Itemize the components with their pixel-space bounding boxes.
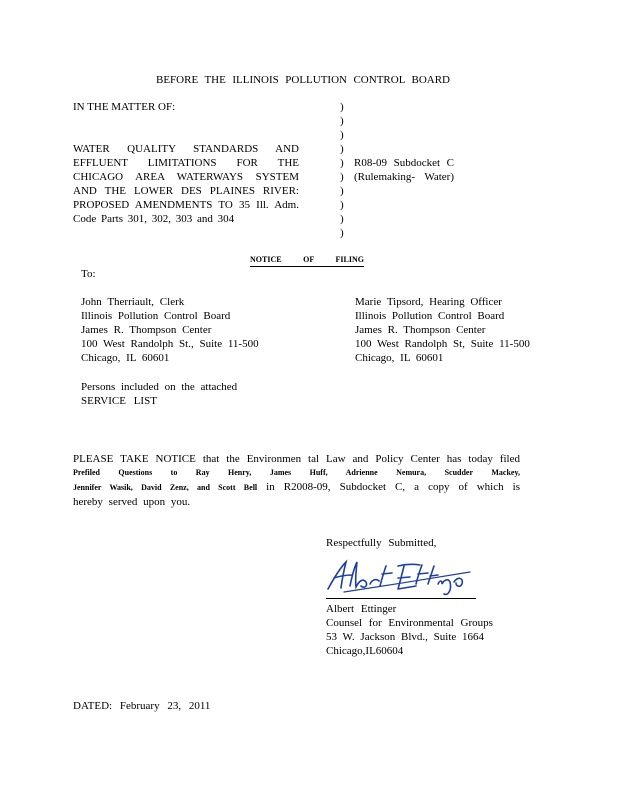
paren: ) (340, 143, 344, 155)
docket-line: R08-09 Subdocket C (354, 157, 454, 169)
address-line: Marie Tipsord, Hearing Officer (355, 296, 502, 308)
signature-line (326, 598, 476, 599)
to-label: To: (81, 268, 96, 280)
signer-line: Chicago,IL60604 (326, 645, 404, 657)
signature-stroke (398, 564, 462, 594)
paren: ) (340, 157, 344, 169)
docket-line: (Rulemaking- Water) (354, 171, 454, 183)
service-note-line: Persons included on the attached (81, 381, 238, 393)
closing: Respectfully Submitted, (326, 537, 437, 549)
court-heading: BEFORE THE ILLINOIS POLLUTION CONTROL BOARD (156, 74, 450, 86)
service-list-note (81, 380, 237, 408)
dated-line: DATED: February 23, 2011 (73, 700, 211, 712)
recipient-clerk (81, 295, 259, 365)
notice-body (73, 452, 520, 509)
address-line: 100 West Randolph St, Suite 11-500 (355, 338, 530, 350)
caption-line: EFFLUENT LIMITATIONS FOR THE (73, 157, 299, 169)
address-line: John Therriault, Clerk (81, 296, 185, 308)
address-line: 100 West Randolph St., Suite 11-500 (81, 338, 259, 350)
signature-block (326, 602, 493, 658)
body-line-bold: Prefiled Questions to Ray Henry, James Huff, Adrienne Nemura, Scudder Mackey, (73, 468, 520, 477)
paren: ) (340, 129, 344, 141)
recipients-bold: Jennifer Wasik, David Zenz, and Scott Bell (73, 483, 258, 492)
body-line: hereby served upon you. (73, 496, 191, 508)
caption-line: AND THE LOWER DES PLAINES RIVER: (73, 185, 299, 197)
case-caption (73, 142, 299, 226)
address-line: Illinois Pollution Control Board (355, 310, 505, 322)
paren: ) (340, 171, 344, 183)
paren: ) (340, 199, 344, 211)
body-line: PLEASE TAKE NOTICE that the Environmen tal Law and Policy Center has today filed (73, 453, 520, 465)
address-line: James R. Thompson Center (355, 324, 486, 336)
signature-image (324, 556, 474, 596)
paren: ) (340, 227, 344, 239)
paren: ) (340, 115, 344, 127)
in-the-matter-label: IN THE MATTER OF: (73, 101, 176, 113)
body-line-rest: in R2008-09, Subdocket C, a copy of which is (257, 481, 520, 493)
address-line: Illinois Pollution Control Board (81, 310, 231, 322)
address-line: Chicago, IL 60601 (81, 352, 170, 364)
paren: ) (340, 101, 344, 113)
paren: ) (340, 185, 344, 197)
signer-line: 53 W. Jackson Blvd., Suite 1664 (326, 631, 485, 643)
notice-title: NOTICE OF FILING (250, 255, 364, 267)
service-note-line: SERVICE LIST (81, 395, 157, 407)
recipient-hearing-officer (355, 295, 530, 365)
body-line (73, 480, 520, 495)
caption-line: CHICAGO AREA WATERWAYS SYSTEM (73, 171, 299, 183)
signer-line: Counsel for Environmental Groups (326, 617, 493, 629)
signer-line: Albert Ettinger (326, 603, 397, 615)
caption-line: Code Parts 301, 302, 303 and 304 (73, 213, 235, 225)
address-line: James R. Thompson Center (81, 324, 212, 336)
caption-line: PROPOSED AMENDMENTS TO 35 Ill. Adm. (73, 199, 299, 211)
caption-parentheses (340, 100, 350, 240)
docket-number (354, 156, 454, 184)
address-line: Chicago, IL 60601 (355, 352, 444, 364)
caption-line: WATER QUALITY STANDARDS AND (73, 143, 299, 155)
paren: ) (340, 213, 344, 225)
signature-stroke (328, 562, 392, 589)
